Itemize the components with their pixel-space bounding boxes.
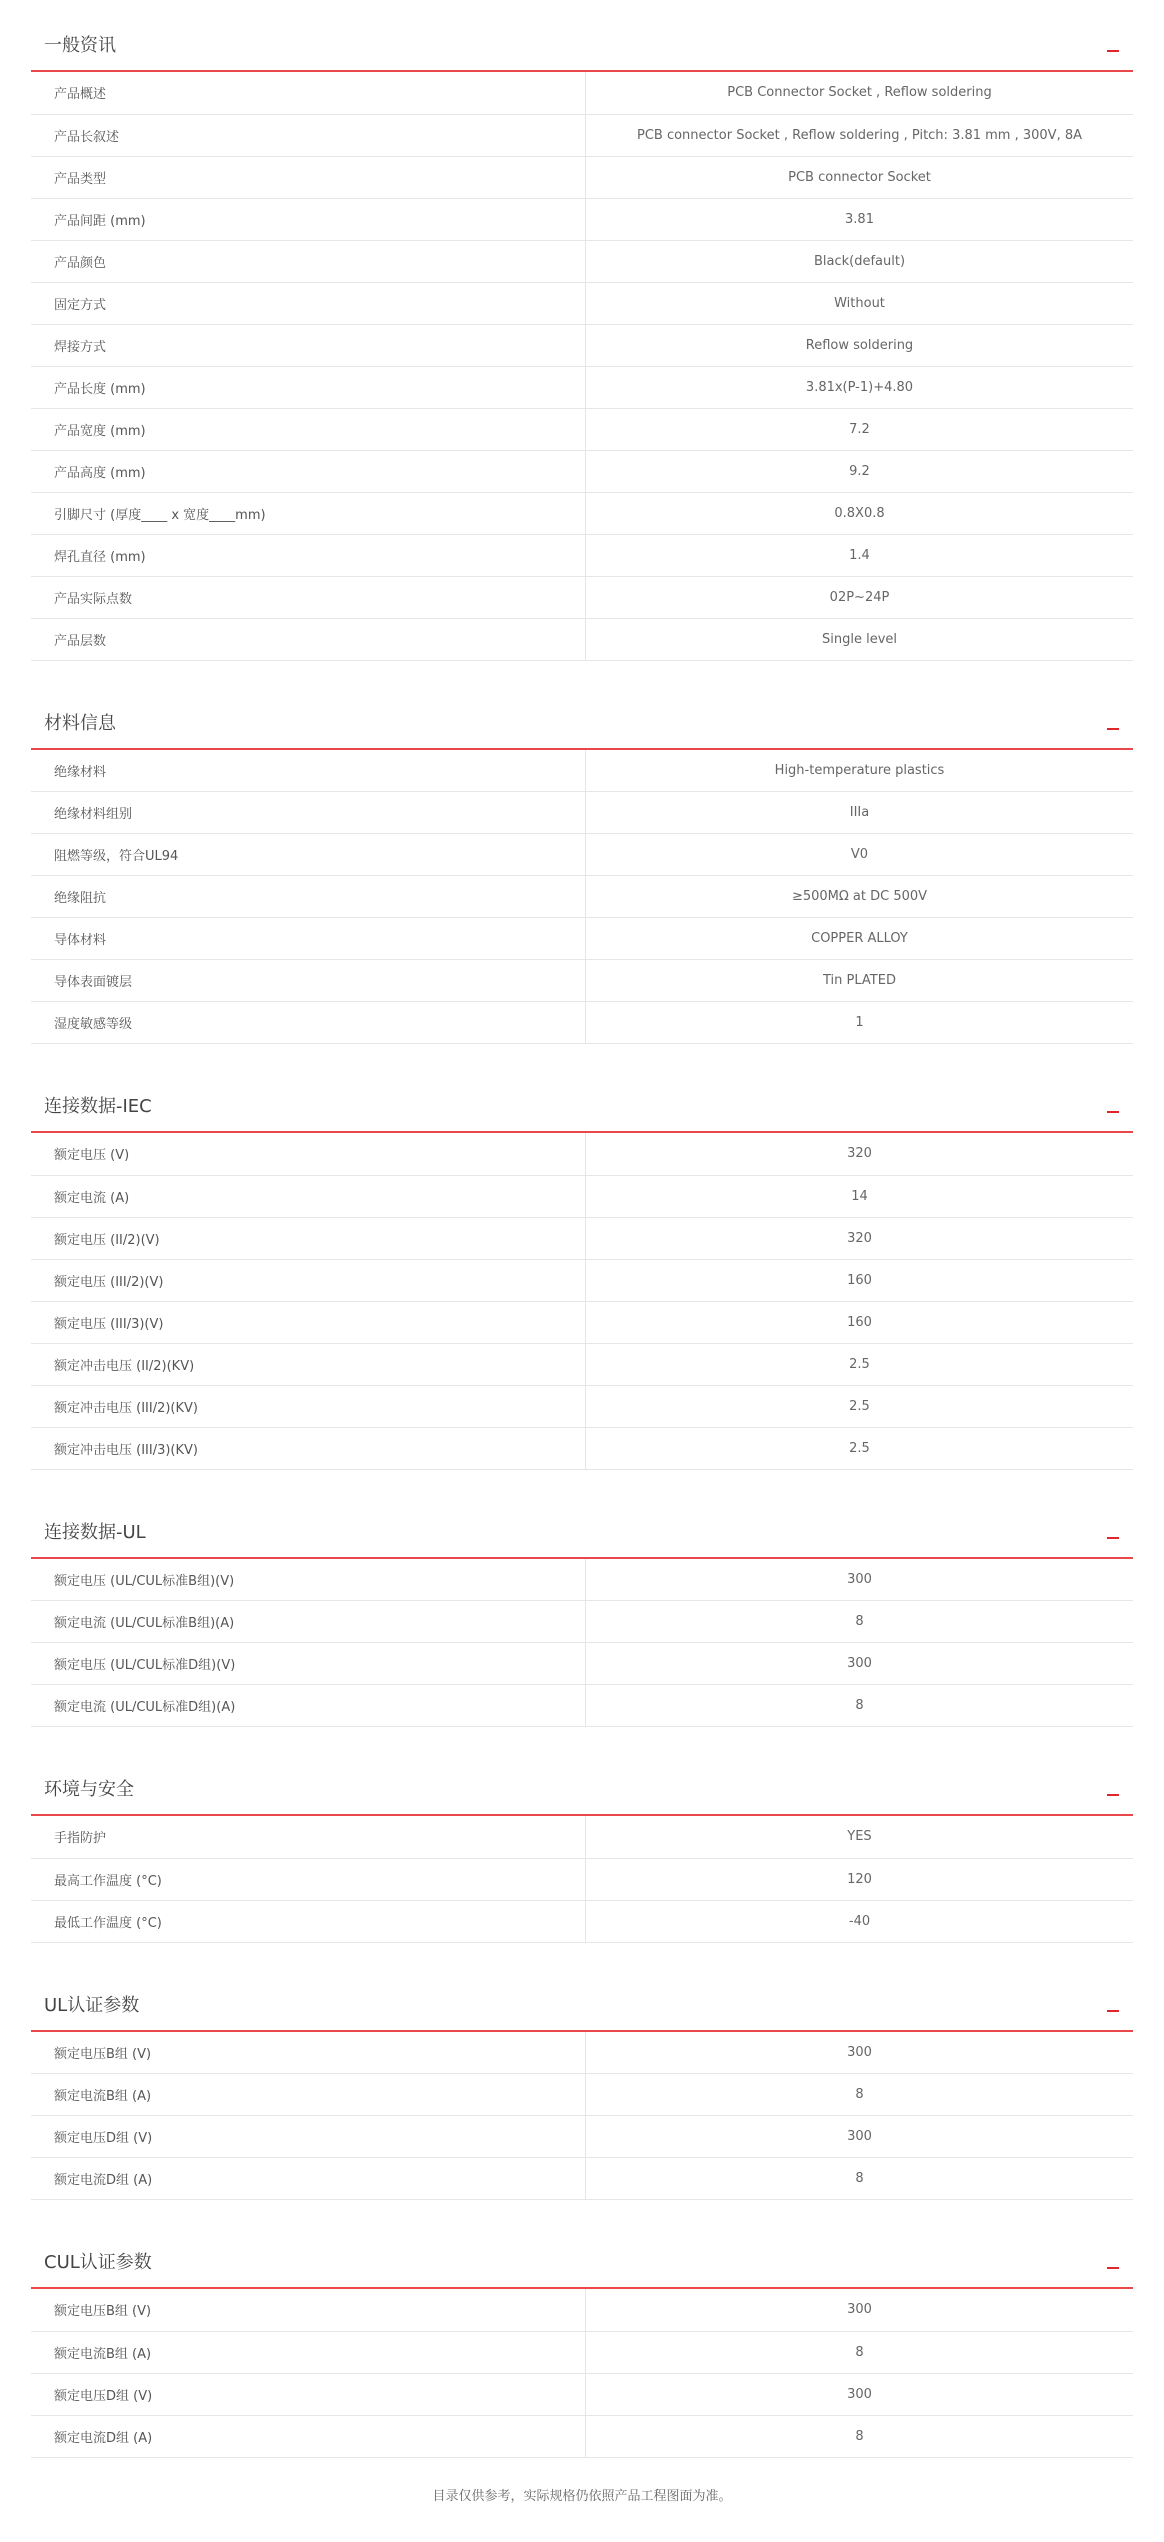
row-value: 8 [586, 1601, 1134, 1643]
section-title: UL认证参数 [44, 1994, 140, 2016]
row-value: 8 [586, 1685, 1134, 1727]
spec-table [31, 1133, 1133, 1470]
row-value: 0.8X0.8 [586, 492, 1134, 534]
row-label: 绝缘材料组别 [31, 792, 586, 834]
row-value: PCB Connector Socket , Reflow soldering [586, 72, 1134, 114]
table-row [31, 1816, 1133, 1858]
row-label: 额定电流 (UL/CUL标准B组)(A) [31, 1601, 586, 1643]
row-value: ≥500MΩ at DC 500V [586, 876, 1134, 918]
table-row [31, 1685, 1133, 1727]
row-label: 最高工作温度 (°C) [31, 1858, 586, 1900]
row-value: 1 [586, 1002, 1134, 1044]
table-row [31, 792, 1133, 834]
collapse-icon[interactable] [1107, 2255, 1119, 2269]
row-label: 产品间距 (mm) [31, 198, 586, 240]
row-label: 导体表面镀层 [31, 960, 586, 1002]
spec-table [31, 72, 1133, 661]
row-value: 9.2 [586, 450, 1134, 492]
row-label: 额定冲击电压 (II/2)(KV) [31, 1343, 586, 1385]
row-label: 额定电压B组 (V) [31, 2032, 586, 2074]
row-label: 额定电流 (A) [31, 1175, 586, 1217]
row-value: PCB connector Socket [586, 156, 1134, 198]
table-row [31, 1601, 1133, 1643]
row-value: V0 [586, 834, 1134, 876]
table-row [31, 834, 1133, 876]
table-row [31, 534, 1133, 576]
row-value: 300 [586, 1643, 1134, 1685]
table-row [31, 114, 1133, 156]
row-label: 焊孔直径 (mm) [31, 534, 586, 576]
spec-table [31, 2032, 1133, 2201]
table-row [31, 198, 1133, 240]
section-header[interactable] [31, 2227, 1133, 2289]
row-value: Single level [586, 618, 1134, 660]
row-label: 产品概述 [31, 72, 586, 114]
row-label: 额定电压D组 (V) [31, 2373, 586, 2415]
collapse-icon[interactable] [1107, 716, 1119, 730]
footer-note: 目录仅供参考，实际规格仍依照产品工程图面为准。 [432, 2488, 732, 2504]
table-row [31, 2289, 1133, 2331]
row-value: 1.4 [586, 534, 1134, 576]
section-header[interactable] [31, 10, 1133, 72]
section-header[interactable] [31, 1497, 1133, 1559]
table-row [31, 1643, 1133, 1685]
spec-table [31, 1816, 1133, 1943]
spec-section [31, 688, 1133, 1045]
row-label: 额定电流B组 (A) [31, 2331, 586, 2373]
row-label: 额定冲击电压 (III/2)(KV) [31, 1385, 586, 1427]
table-row [31, 1217, 1133, 1259]
table-row [31, 618, 1133, 660]
row-label: 产品层数 [31, 618, 586, 660]
row-label: 产品长叙述 [31, 114, 586, 156]
table-row [31, 2158, 1133, 2200]
row-label: 额定电压 (UL/CUL标准B组)(V) [31, 1559, 586, 1601]
row-label: 固定方式 [31, 282, 586, 324]
spec-table [31, 750, 1133, 1045]
section-header[interactable] [31, 1071, 1133, 1133]
row-value: 2.5 [586, 1427, 1134, 1469]
section-title: 材料信息 [44, 712, 116, 734]
table-row [31, 750, 1133, 792]
spec-table [31, 1559, 1133, 1728]
section-title: 环境与安全 [44, 1779, 134, 1800]
row-label: 焊接方式 [31, 324, 586, 366]
row-value: 8 [586, 2158, 1134, 2200]
section-header[interactable] [31, 1754, 1133, 1816]
table-row [31, 1133, 1133, 1175]
collapse-icon[interactable] [1107, 1525, 1119, 1539]
row-value: 2.5 [586, 1343, 1134, 1385]
row-label: 产品颜色 [31, 240, 586, 282]
row-label: 额定电流 (UL/CUL标准D组)(A) [31, 1685, 586, 1727]
row-value: YES [586, 1816, 1134, 1858]
table-row [31, 1343, 1133, 1385]
spec-section [31, 2227, 1133, 2458]
row-label: 湿度敏感等级 [31, 1002, 586, 1044]
section-title: 连接数据-UL [44, 1521, 146, 1543]
table-row [31, 2331, 1133, 2373]
row-value: -40 [586, 1900, 1134, 1942]
row-label: 产品实际点数 [31, 576, 586, 618]
row-value: 320 [586, 1133, 1134, 1175]
table-row [31, 72, 1133, 114]
table-row [31, 156, 1133, 198]
spec-section [31, 10, 1133, 661]
row-value: Tin PLATED [586, 960, 1134, 1002]
row-label: 额定冲击电压 (III/3)(KV) [31, 1427, 586, 1469]
collapse-icon[interactable] [1107, 38, 1119, 52]
table-row [31, 1427, 1133, 1469]
row-value: COPPER ALLOY [586, 918, 1134, 960]
table-row [31, 2032, 1133, 2074]
row-label: 绝缘阻抗 [31, 876, 586, 918]
table-row [31, 1175, 1133, 1217]
row-value: 120 [586, 1858, 1134, 1900]
row-label: 产品类型 [31, 156, 586, 198]
table-row [31, 1385, 1133, 1427]
table-row [31, 1559, 1133, 1601]
row-label: 最低工作温度 (°C) [31, 1900, 586, 1942]
table-row [31, 2116, 1133, 2158]
row-value: 300 [586, 2373, 1134, 2415]
row-label: 额定电流B组 (A) [31, 2074, 586, 2116]
row-value: 14 [586, 1175, 1134, 1217]
row-label: 额定电压 (III/2)(V) [31, 1259, 586, 1301]
table-row [31, 1858, 1133, 1900]
row-label: 引脚尺寸 (厚度____ x 宽度____mm) [31, 492, 586, 534]
row-value: 3.81 [586, 198, 1134, 240]
table-row [31, 876, 1133, 918]
row-label: 额定电流D组 (A) [31, 2415, 586, 2457]
row-value: 160 [586, 1301, 1134, 1343]
row-value: 3.81x(P-1)+4.80 [586, 366, 1134, 408]
row-label: 额定电压D组 (V) [31, 2116, 586, 2158]
spec-table [31, 2289, 1133, 2458]
table-row [31, 492, 1133, 534]
spec-page [31, 0, 1133, 2458]
table-row [31, 324, 1133, 366]
table-row [31, 240, 1133, 282]
spec-section [31, 1497, 1133, 1728]
row-value: 8 [586, 2074, 1134, 2116]
row-label: 绝缘材料 [31, 750, 586, 792]
table-row [31, 1900, 1133, 1942]
section-title: 连接数据-IEC [44, 1096, 152, 1117]
row-value: 7.2 [586, 408, 1134, 450]
row-value: High-temperature plastics [586, 750, 1134, 792]
table-row [31, 918, 1133, 960]
row-value: 300 [586, 1559, 1134, 1601]
row-label: 额定电压 (V) [31, 1133, 586, 1175]
row-label: 产品宽度 (mm) [31, 408, 586, 450]
row-value: 300 [586, 2289, 1134, 2331]
row-value: 8 [586, 2331, 1134, 2373]
table-row [31, 366, 1133, 408]
table-row [31, 450, 1133, 492]
row-value: 8 [586, 2415, 1134, 2457]
table-row [31, 1002, 1133, 1044]
row-value: 160 [586, 1259, 1134, 1301]
section-title: CUL认证参数 [44, 2252, 152, 2273]
row-label: 额定电压B组 (V) [31, 2289, 586, 2331]
row-label: 额定电压 (III/3)(V) [31, 1301, 586, 1343]
row-value: Black(default) [586, 240, 1134, 282]
table-row [31, 1259, 1133, 1301]
row-label: 额定电压 (UL/CUL标准D组)(V) [31, 1643, 586, 1685]
collapse-icon[interactable] [1107, 1998, 1119, 2012]
collapse-icon[interactable] [1107, 1099, 1119, 1113]
table-row [31, 2074, 1133, 2116]
section-header[interactable] [31, 688, 1133, 750]
section-header[interactable] [31, 1970, 1133, 2032]
spec-section [31, 1970, 1133, 2201]
row-value: PCB connector Socket , Reflow soldering , Pitch: 3.81 mm , 300V, 8A [586, 114, 1134, 156]
collapse-icon[interactable] [1107, 1782, 1119, 1796]
row-label: 导体材料 [31, 918, 586, 960]
table-row [31, 282, 1133, 324]
row-value: 300 [586, 2032, 1134, 2074]
spec-section [31, 1071, 1133, 1470]
row-value: 2.5 [586, 1385, 1134, 1427]
row-label: 产品长度 (mm) [31, 366, 586, 408]
row-value: 300 [586, 2116, 1134, 2158]
row-label: 额定电压 (II/2)(V) [31, 1217, 586, 1259]
table-row [31, 576, 1133, 618]
table-row [31, 2415, 1133, 2457]
row-value: Reflow soldering [586, 324, 1134, 366]
row-label: 手指防护 [31, 1816, 586, 1858]
table-row [31, 1301, 1133, 1343]
row-label: 额定电流D组 (A) [31, 2158, 586, 2200]
table-row [31, 408, 1133, 450]
spec-section [31, 1754, 1133, 1943]
row-value: 02P~24P [586, 576, 1134, 618]
row-label: 产品高度 (mm) [31, 450, 586, 492]
table-row [31, 2373, 1133, 2415]
table-row [31, 960, 1133, 1002]
row-value: Without [586, 282, 1134, 324]
section-title: 一般资讯 [44, 35, 116, 56]
row-value: IIIa [586, 792, 1134, 834]
row-label: 阻燃等级，符合UL94 [31, 834, 586, 876]
row-value: 320 [586, 1217, 1134, 1259]
